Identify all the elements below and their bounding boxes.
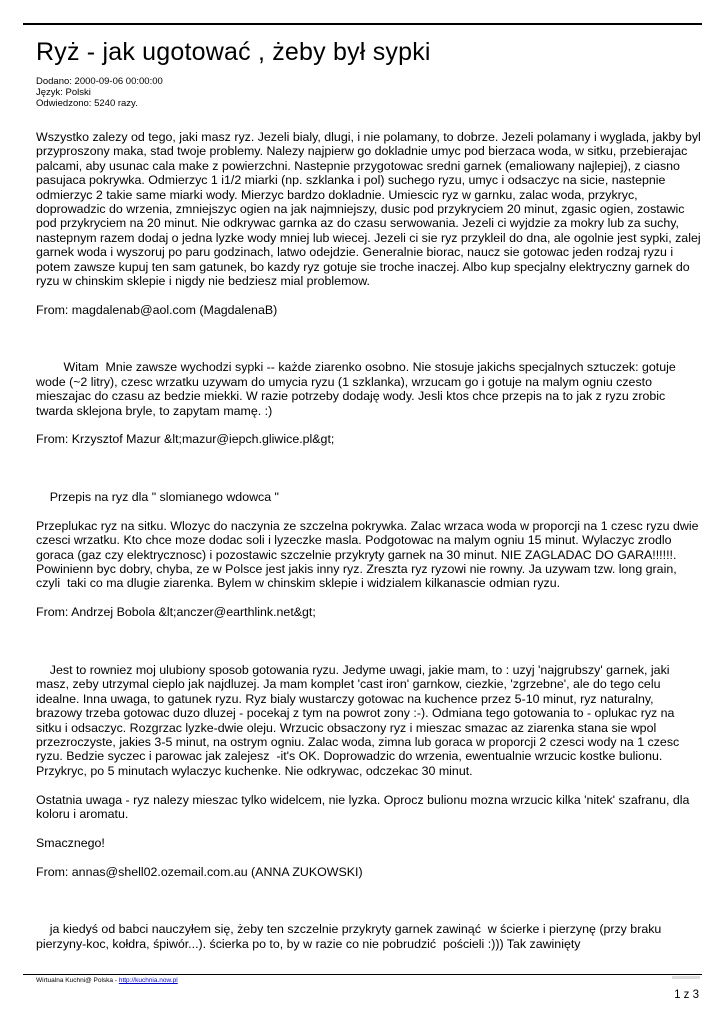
paragraph-note: Ostatnia uwaga - ryz nalezy mieszac tylko widelcem, nie lyzka. Oprocz bulionu mozna wrzucic kilka 'nitek' szafranu, dla koloru i aromatu.: [36, 792, 693, 821]
author-line: From: annas@shell02.ozemail.com.au (ANNA ZUKOWSKI): [36, 864, 363, 879]
meta-visited: Odwiedzono: 5240 razy.: [36, 98, 138, 109]
sign-off: Smacznego!: [36, 835, 105, 850]
meta-added: Dodano: 2000-09-06 00:00:00: [36, 76, 163, 87]
article-body: [36, 130, 705, 951]
author-line: From: Krzysztof Mazur &lt;mazur@iepch.gliwice.pl&gt;: [36, 432, 335, 447]
page-title: Ryż - jak ugotować , żeby był sypki: [36, 38, 431, 66]
footer: [36, 977, 178, 984]
paragraph-recipe: Przeplukac ryz na sitku. Wlozyc do naczynia ze szczelna pokrywka. Zalac wrzaca woda w proporcji na 1 czesc ryzu dwie czesci wrzatku. Kto chce moze dodac soli i lyzeczke masla. Podgotowac na malym ogniu 15 minut. Wylaczyc zrodlo goraca (gaz czy elektrycznosc) i pozostawic szczelnie przykryty garnek na 30 minut. NIE ZAGLADAC DO GARA!!!!!!. Powinienn byc dobry, chyba, ze w Polsce jest jakis inny ryz. Zreszta ryz ryzowi nie rowny. Ja uzywam tzw. long grain, czyli taki co ma dlugie ziarenka. Bylem w chinskim sklepie i widzialem kilkanascie odmian ryzu.: [36, 518, 702, 591]
paragraph-comment: Jest to rowniez moj ulubiony sposob gotowania ryzu. Jedyme uwagi, jakie mam, to : uzyj 'najgrubszy' garnek, jaki masz, zeby utrzymal cieplo jak najdluzej. Ja mam komplet 'cast iron' garnkow, ciezkie, 'zgrzebne', ale do tego celu idealne. Inna uwaga, to gatunek ryzu. Ryz bialy wustarczy gotowac na kuchence przez 5-10 minut, ryz naturalny, brazowy trzeba gotowac duzo dluzej - pocekaj z tym na powrot zony :-). Odmiana tego gotowania to - oplukac ryz na sitku i odsaczyc. Rozgrzac lyzke-dwie oleju. Wrzucic obsaczony ryz i mieszac smazac az ziarenka stana sie wpol przezroczyste, jakies 3-5 minut, na ostrym ogniu. Zalac woda, zimna lub goraca w proporcji 2 czesci wody na 1 czesc ryzu. Bedzie syczec i parowac jak zalejesz -it's OK. Doprowadzic do wrzenia, ewentualnie wrzucic kostke bulionu. Przykryc, po 5 minutach wylaczyc kuchenke. Nie odkrywac, odczekac 30 minut.: [36, 662, 683, 778]
author-line: From: magdalenab@aol.com (MagdalenaB): [36, 302, 278, 317]
footer-link[interactable]: http://kuchnia.now.pl: [118, 977, 178, 984]
footer-site: Wirtualna Kuchni@ Polska -: [36, 977, 119, 984]
recipe-heading: Przepis na ryz dla " slomianego wdowca ": [36, 490, 279, 505]
paragraph-comment: Witam Mnie zawsze wychodzi sypki -- każde ziarenko osobno. Nie stosuje jakichs specjalnych sztuczek: gotuje wode (~2 litry), czesc wrzatku uzywam do umycia ryzu (1 szklanka), wrzucam go i gotuje na malym ogniu czesto mieszajac do czasu az bedzie miekki. W razie potrzeby dodaję wody. Jesli ktos chce przepis na to jak z ryzu zrobic twarda sklejona bryle, to zapytam mamę. :): [36, 360, 680, 418]
page-number: 1 z 3: [674, 989, 699, 1001]
footer-mark: [672, 976, 700, 979]
paragraph-intro: Wszystko zalezy od tego, jaki masz ryz. Jezeli bialy, dlugi, i nie polamany, to dobrze. Jezeli polamany i wyglada, jakby byl przyproszony maka, stad twoje problemy. Nalezy najpierw go dokladnie umyc pod bierzaca woda, w sitku, przebierajac palcami, aby usunac cala make z powierzchni. Nastepnie przygotowac sredni garnek (emaliowany najlepiej), z ciasno pasujaca pokrywka. Odmierzyc 1 i1/2 miarki (np. szklanka i pol) suchego ryzu, umyc i odsaczyc na sicie, nastepnie odmierzyc 2 takie same miarki wody. Mierzyc bardzo dokladnie. Umiescic ryz w garnku, zalac woda, przykryc, doprowadzic do wrzenia, zmniejszyc ogien na jak najmniejszy, dusic pod przykryciem 20 minut, zgasic ogien, zostawic pod przykryciem na 20 minut. Nie odkrywac garnka az do czasu serwowania. Jezeli ci wyjdzie za mokry lub za suchy, nastepnym razem dodaj o jedna lyzke wody mniej lub wiecej. Jezeli ci sie ryz przykleil do dna, ale ogolnie jest sypki, zalej garnek woda i wyszoruj po paru godzinach, latwo odejdzie. Generalnie biorac, naucz sie gotowac jeden rodzaj ryzu i potem zawsze kupuj ten sam gatunek, bo kazdy ryz gotuje sie troche inaczej. Albo kup specjalny elektryczny garnek do ryzu w chinskim sklepie i nigdy nie bedziesz mial problemow.: [36, 130, 705, 289]
author-line: From: Andrzej Bobola &lt;anczer@earthlink.net&gt;: [36, 605, 316, 620]
paragraph-comment: ja kiedyś od babci nauczyłem się, żeby ten szczelnie przykryty garnek zawinąć w ścierke i pierzynę (przy braku pierzyny-koc, kołdra, śpiwór...). ścierka po to, by w razie co nie pobrudzić pościeli :))) Tak zawinięty: [36, 922, 665, 951]
meta-language: Język: Polski: [36, 87, 91, 98]
header-rule: [23, 23, 702, 25]
footer-rule: [23, 974, 702, 975]
meta-block: [36, 76, 163, 109]
